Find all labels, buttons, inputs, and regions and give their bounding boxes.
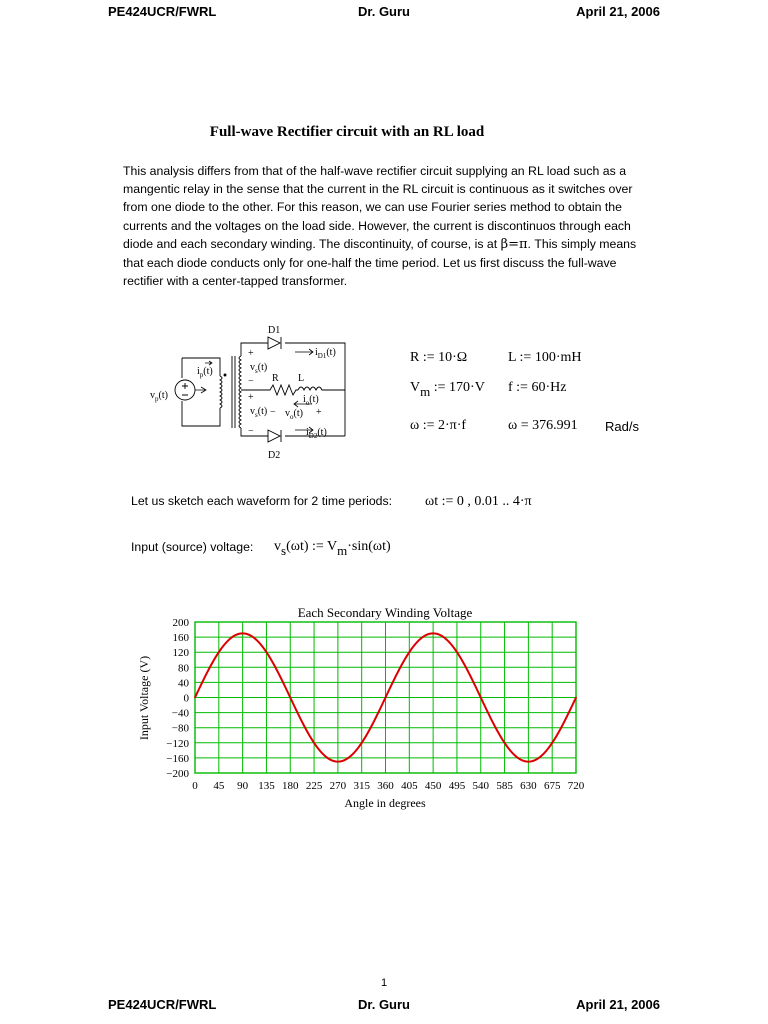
footer-course: PE424UCR/FWRL bbox=[108, 997, 217, 1012]
y-axis-label: Input Voltage (V) bbox=[137, 655, 151, 741]
x-tick-label: 360 bbox=[377, 780, 394, 792]
data-point bbox=[385, 697, 387, 699]
r-definition: R := 10·Ω bbox=[410, 350, 468, 365]
x-tick-label: 720 bbox=[567, 780, 585, 792]
page-number: 1 bbox=[380, 977, 388, 989]
id2-label: $i_{D2}(t)$ bbox=[306, 427, 327, 440]
d2-label: D2 bbox=[268, 450, 281, 461]
io-label: $i_o(t)$ bbox=[303, 394, 319, 407]
data-point bbox=[218, 651, 220, 653]
x-tick-label: 225 bbox=[305, 780, 323, 792]
x-tick-label: 495 bbox=[448, 780, 466, 792]
data-point bbox=[361, 742, 363, 744]
y-tick-label: 40 bbox=[178, 677, 189, 690]
y-tick-label: −160 bbox=[166, 752, 189, 765]
vm-definition: $V_m$ := 170·V bbox=[410, 380, 485, 399]
l-label: L bbox=[298, 373, 305, 384]
input-voltage-expression: $v_s(\omega t)$ := $V_m\cdot\sin(\omega t)$ bbox=[274, 539, 391, 558]
plus-sign: + bbox=[316, 407, 322, 418]
x-tick-label: 675 bbox=[543, 780, 561, 792]
y-tick-label: 160 bbox=[172, 632, 189, 645]
vs-top-label: $v_s(t)$ bbox=[250, 362, 268, 375]
data-point bbox=[313, 742, 315, 744]
x-tick-label: 315 bbox=[353, 780, 370, 792]
data-point bbox=[266, 651, 268, 653]
footer-date: April 21, 2006 bbox=[576, 997, 660, 1012]
y-tick-label: 200 bbox=[172, 617, 189, 629]
data-point bbox=[504, 742, 506, 744]
data-point bbox=[337, 761, 339, 763]
l-definition: L := 100·mH bbox=[508, 350, 582, 365]
data-point bbox=[432, 632, 434, 634]
y-tick-label: −40 bbox=[171, 707, 189, 720]
y-tick-label: 120 bbox=[172, 647, 189, 660]
y-tick-label: −120 bbox=[166, 737, 189, 750]
diode-d1-icon bbox=[268, 337, 281, 349]
secondary-winding bbox=[239, 356, 241, 428]
omega-value: ω = 376.991 bbox=[508, 418, 578, 433]
minus-sign: − bbox=[248, 426, 254, 437]
footer-author: Dr. Guru bbox=[357, 997, 411, 1012]
data-point bbox=[289, 697, 291, 699]
page-title: Full-wave Rectifier circuit with an RL load bbox=[209, 124, 485, 140]
y-tick-label: −200 bbox=[166, 768, 189, 780]
minus-sign: − bbox=[248, 376, 254, 387]
omega-unit: Rad/s bbox=[605, 419, 639, 434]
x-tick-label: 0 bbox=[192, 780, 198, 792]
f-definition: f := 60·Hz bbox=[508, 380, 567, 395]
x-tick-label: 585 bbox=[496, 780, 513, 792]
d1-label: D1 bbox=[268, 325, 281, 336]
data-point bbox=[575, 697, 577, 699]
secondary-voltage-chart bbox=[130, 600, 600, 815]
header-author: Dr. Guru bbox=[357, 4, 411, 19]
header-course: PE424UCR/FWRL bbox=[108, 4, 217, 19]
data-point bbox=[527, 761, 529, 763]
x-tick-label: 540 bbox=[472, 780, 489, 792]
source-voltage-label: $v_p(t)$ bbox=[150, 390, 168, 403]
vo-label: $v_o(t)$ bbox=[285, 408, 303, 421]
diode-d2-icon bbox=[268, 430, 281, 442]
data-point bbox=[408, 651, 410, 653]
x-axis-label: Angle in degrees bbox=[344, 796, 426, 810]
input-voltage-text: Input (source) voltage: bbox=[131, 540, 254, 554]
x-tick-label: 270 bbox=[329, 780, 347, 792]
header-date: April 21, 2006 bbox=[576, 4, 660, 19]
x-tick-label: 450 bbox=[424, 780, 442, 792]
data-point bbox=[456, 651, 458, 653]
primary-winding bbox=[220, 376, 222, 408]
intro-paragraph bbox=[123, 162, 653, 290]
sketch-text: Let us sketch each waveform for 2 time periods: bbox=[131, 494, 393, 508]
y-tick-label: 0 bbox=[183, 692, 189, 705]
inductor-l bbox=[298, 387, 345, 390]
intro-text-2: . This simply means that each diode conducts only for one-half the time period. Let us first discuss the full-wave rectifier with a center-tapped transformer. bbox=[123, 236, 637, 289]
circuit-diagram bbox=[140, 318, 350, 468]
x-tick-label: 45 bbox=[213, 780, 225, 792]
data-point bbox=[242, 632, 244, 634]
x-tick-label: 630 bbox=[520, 780, 537, 792]
x-tick-label: 90 bbox=[237, 780, 249, 792]
r-label: R bbox=[272, 373, 279, 384]
minus-sign: − bbox=[270, 407, 276, 418]
x-tick-label: 135 bbox=[258, 780, 275, 792]
y-tick-label: 80 bbox=[178, 662, 189, 675]
range-expression: ωt := 0 , 0.01 .. 4·π bbox=[425, 494, 532, 509]
data-point bbox=[480, 697, 482, 699]
id1-label: $i_{D1}(t)$ bbox=[315, 347, 336, 360]
data-point bbox=[194, 697, 196, 699]
chart-title: Each Secondary Winding Voltage bbox=[297, 605, 473, 620]
intro-text-1: This analysis differs from that of the half-wave rectifier circuit supplying an RL load such as a mangentic relay in the sense that the current in the RL circuit is continuous as it switches over from one diode to the other. For this reason, we can use Fourier series method to obtain the currents and the voltages on the load side. However, the current is discontinuos through each diode and each secondary winding. The discontinuity, of course, is at bbox=[123, 164, 633, 251]
data-point bbox=[551, 742, 553, 744]
x-tick-label: 405 bbox=[401, 780, 418, 792]
x-tick-label: 180 bbox=[282, 780, 299, 792]
beta-expression: β=π bbox=[500, 236, 528, 252]
y-tick-label: −80 bbox=[171, 722, 189, 735]
plus-sign: + bbox=[248, 392, 254, 403]
vs-bottom-label: $v_s(t)$ bbox=[250, 406, 268, 419]
omega-definition: ω := 2·π·f bbox=[410, 418, 467, 433]
source-current-label: $i_p(t)$ bbox=[197, 366, 213, 379]
plus-sign: + bbox=[248, 348, 254, 359]
